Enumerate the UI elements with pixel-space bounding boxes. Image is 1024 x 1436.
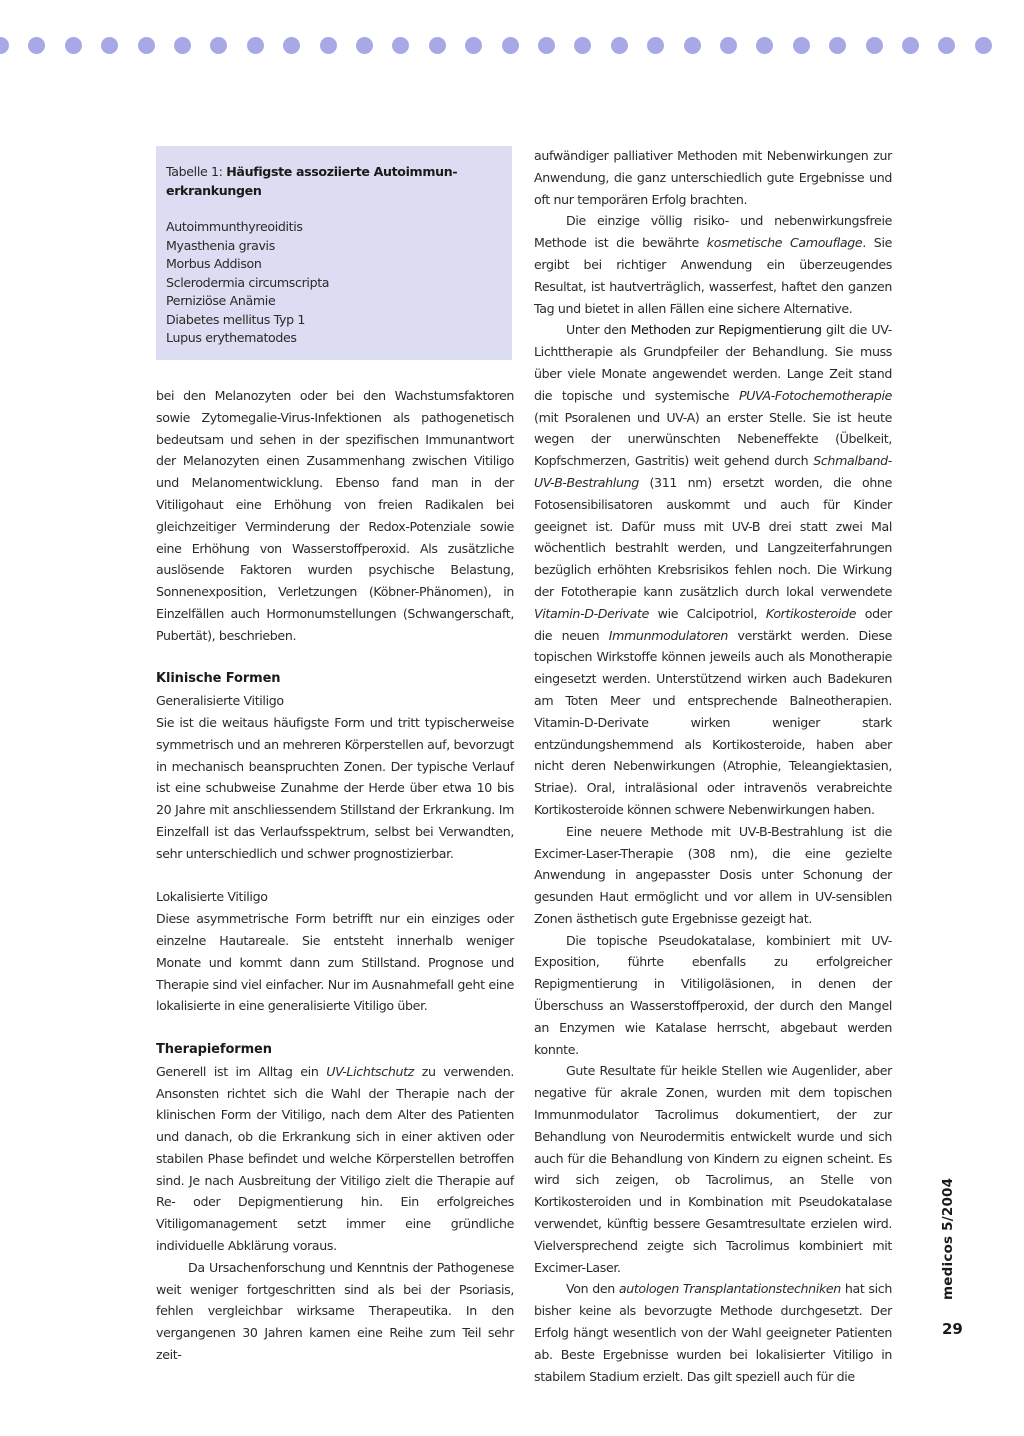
decorative-dot: [320, 37, 337, 54]
decorative-dot: [174, 37, 191, 54]
paragraph: Von den autologen Transplantationstechniken hat sich bisher keine als bevorzugte Methode durchgesetzt. Der Erfolg hängt wesentlich von der Wahl geeigneter Patienten ab. Beste Ergebnisse wurden bei lokalisierter Vitiligo in stabilem Stadium erzielt. Das gilt speziell auch für die: [534, 1281, 892, 1384]
decorative-dot: [502, 37, 519, 54]
decorative-dot: [0, 37, 9, 54]
decorative-dot: [465, 37, 482, 54]
decorative-dot: [429, 37, 446, 54]
journal-issue-label: medicos 5/2004: [940, 1177, 956, 1300]
table-caption: Tabelle 1: Häufigste assoziierte Autoimmun-erkrankungen: [166, 164, 458, 198]
decorative-dot: [283, 37, 300, 54]
paragraph: Gute Resultate für heikle Stellen wie Augenlider, aber negative für akrale Zonen, wurden mit dem topischen Immunmodulator Tacrolimus dokumentiert, der zur Behandlung von Neurodermitis entwickelt wurde und sich auch für die Behandlung von Kindern zu eignen scheint. Es wird sich zeigen, ob Tacrolimus, an Stelle von Kortikosteroiden und in Kombination mit Pseudokatalase verwendet, künftig bessere Gesamtresultate erzielen wird. Vielversprechend zeigte sich Tacrolimus kombiniert mit Excimer-Laser.: [534, 1063, 892, 1275]
list-item: Myasthenia gravis: [166, 237, 275, 253]
decorative-dot: [902, 37, 919, 54]
heading-klinische-formen: Klinische Formen: [156, 671, 281, 687]
paragraph: Eine neuere Methode mit UV-B-Bestrahlung ist die Excimer-Laser-Therapie (308 nm), die eine gezielte Anwendung in angepasster Dosis unter Schonung der gesunden Haut ermöglicht und vor allem in UV-sensiblen Zonen ästhetisch gute Ergebnisse gezeigt hat.: [534, 823, 892, 926]
list-item: Perniziöse Anämie: [166, 293, 276, 308]
list-item: Morbus Addison: [166, 256, 262, 271]
left-column: [156, 385, 514, 1366]
decorative-dot: [684, 37, 701, 54]
decorative-dot: [975, 37, 992, 54]
table-list: [166, 218, 502, 348]
decorative-dot: [574, 37, 591, 54]
list-item: Autoimmunthyreoiditis: [166, 219, 303, 234]
decorative-dot: [611, 37, 628, 54]
paragraph: Die einzige völlig risiko- und nebenwirkungsfreie Methode ist die bewährte kosmetische Camouflage. Sie ergibt bei richtiger Anwendung ein überzeugendes Resultat, ist hautverträglich, wasserfest, haftet den ganzen Tag und bietet in allen Fällen eine sichere Alternative.: [534, 213, 892, 316]
table-caption-title: Häufigste assoziierte Autoimmun-erkrankungen: [166, 164, 458, 198]
decorative-dot: [356, 37, 373, 54]
subheading-generalisierte: Generalisierte Vitiligo: [156, 693, 284, 709]
decorative-dot: [866, 37, 883, 54]
decorative-dot: [793, 37, 810, 54]
decorative-dot: [829, 37, 846, 54]
list-item: Sclerodermia circumscripta: [166, 274, 330, 290]
decorative-dot: [756, 37, 773, 54]
page-number: 29: [942, 1320, 963, 1338]
list-item: Lupus erythematodes: [166, 330, 297, 345]
decorative-dot-row: [0, 37, 1024, 55]
heading-therapieformen: Therapieformen: [156, 1041, 272, 1057]
paragraph: Da Ursachenforschung und Kenntnis der Pathogenese weit weniger fortgeschritten sind als bei der Psoriasis, fehlen vergleichbar wirksame Therapeutika. In den vergangenen 30 Jahren kamen eine Reihe zum Teil sehr zeit-: [156, 1259, 514, 1363]
decorative-dot: [392, 37, 409, 54]
right-column: [534, 145, 892, 1387]
list-item: Diabetes mellitus Typ 1: [166, 311, 306, 327]
decorative-dot: [101, 37, 118, 54]
paragraph: aufwändiger palliativer Methoden mit Nebenwirkungen zur Anwendung, die ganz unterschiedlich gute Ergebnisse und oft nur temporären Erfolg brachten.: [534, 148, 892, 207]
paragraph: bei den Melanozyten oder bei den Wachstumsfaktoren sowie Zytomegalie-Virus-Infektionen als pathogenetisch bedeutsam und sehen in der spezifischen Immunantwort der Melanozyten einen Zusammenhang zwischen Vitiligo und Melanomentwicklung. Ebenso fand man in der Vitiligohaut eine Erhöhung von freien Radikalen bei gleichzeitiger Verminderung der Redox-Potenziale sowie eine Erhöhung von Wasserstoffperoxid. Als zusätzliche auslösende Faktoren wurden psychische Belastung, Sonnenexposition, Verletzungen (Köbner-Phänomen), in Einzelfällen auch Hormonumstellungen (Schwangerschaft, Pubertät), beschrieben.: [156, 388, 514, 643]
decorative-dot: [65, 37, 82, 54]
decorative-dot: [647, 37, 664, 54]
paragraph: Die topische Pseudokatalase, kombiniert mit UV-Exposition, führte ebenfalls zu erfolgreicher Repigmentierung in Vitiligoläsionen, in denen der Überschuss an Wasserstoffperoxid, der durch den Mangel an Enzymen wie Katalase herrscht, abgebaut werden konnte.: [534, 932, 892, 1057]
decorative-dot: [720, 37, 737, 54]
paragraph: Diese asymmetrische Form betrifft nur ein einziges oder einzelne Hautareale. Sie entsteht innerhalb weniger Monate und kommt dann zum Stillstand. Prognose und Therapie sind viel einfacher. Nur im Ausnahmefall geht eine lokalisierte in eine generalisierte Vitiligo über.: [156, 911, 514, 1014]
decorative-dot: [938, 37, 955, 54]
paragraph: Unter den Methoden zur Repigmentierung gilt die UV-Lichttherapie als Grundpfeiler der Behandlung. Sie muss über viele Monate angewendet werden. Lange Zeit stand die topische und systemische PUVA-Fotochemotherapie (mit Psoralenen und UV-A) an erster Stelle. Sie ist heute wegen der unerwünschten Nebeneffekte (Übelkeit, Kopfschmerzen, Gastritis) weit gehend durch Schmalband-UV-B-Bestrahlung (311 nm) ersetzt worden, die ohne Fotosensibilisatoren auskommt und auch für Kinder geeignet ist. Dafür muss mit UV-B drei statt zwei Mal wöchentlich bestrahlt werden, und Langzeiterfahrungen bezüglich erhöhten Krebsrisikos fehlen noch. Die Wirkung der Fototherapie kann zusätzlich durch lokal verwendete Vitamin-D-Derivate wie Calcipotriol, Kortikosteroide oder die neuen Immunmodulatoren verstärkt werden. Diese topischen Wirkstoffe können jeweils auch als Monotherapie eingesetzt werden. Unterstützend wirken auch Badekuren am Toten Meer und entsprechende Balneotherapien. Vitamin-D-Derivate wirken weniger stark entzündungshemmend als Kortikosteroide, haben aber nicht deren Nebenwirkungen (Atrophie, Teleangiektasien, Striae). Oral, intraläsional oder intravenös verabreichte Kortikosteroide können schwere Nebenwirkungen haben.: [534, 322, 892, 817]
decorative-dot: [28, 37, 45, 54]
decorative-dot: [210, 37, 227, 54]
paragraph: Sie ist die weitaus häufigste Form und tritt typischerweise symmetrisch und an mehreren Körperstellen auf, bevorzugt in mechanisch beanspruchten Zonen. Der typische Verlauf ist eine schubweise Zunahme der Herde über etwa 10 bis 20 Jahre mit anschliessendem Stillstand der Erkrankung. Im Einzelfall ist das Verlaufsspektrum, selbst bei Verwandten, sehr unterschiedlich und schwer prognostizierbar.: [156, 714, 514, 861]
decorative-dot: [138, 37, 155, 54]
paragraph: Generell ist im Alltag ein UV-Lichtschutz zu verwenden. Ansonsten richtet sich die Wahl der Therapie nach der klinischen Form der Vitiligo, nach dem Alter des Patienten und danach, ob die Erkrankung sich in einer aktiven oder stabilen Phase befindet und welche Körperstellen betroffen sind. Je nach Ausbreitung der Vitiligo zielt die Therapie auf Re- oder Depigmentierung hin. Ein erfolgreiches Vitiligomanagement setzt immer eine gründliche individuelle Abklärung voraus.: [156, 1063, 514, 1254]
table-1-box: [156, 146, 512, 360]
decorative-dot: [247, 37, 264, 54]
decorative-dot: [538, 37, 555, 54]
subheading-lokalisierte: Lokalisierte Vitiligo: [156, 889, 268, 905]
highlighted-term: Methoden zur Repigmentierung: [630, 322, 822, 338]
